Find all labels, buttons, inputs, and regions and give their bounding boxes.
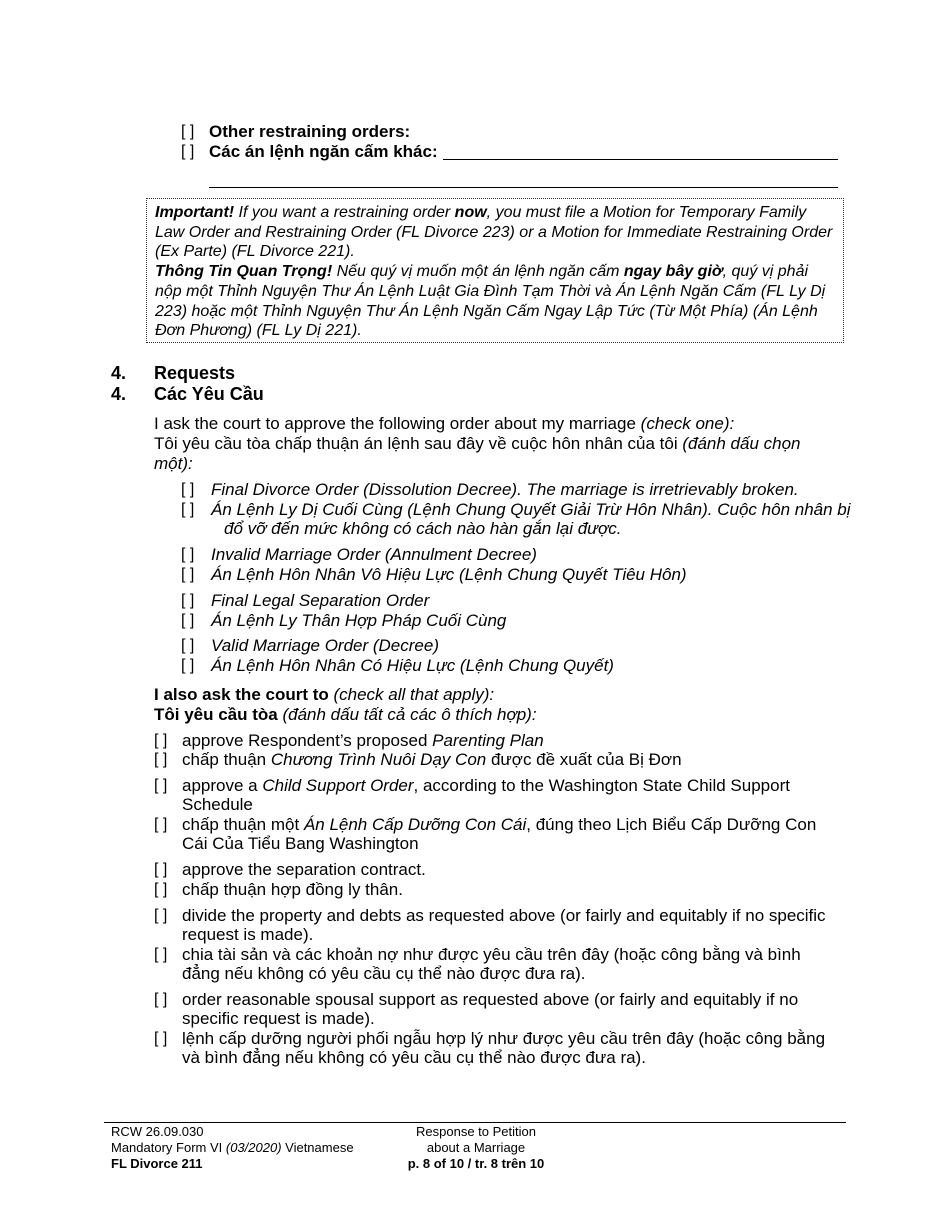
request-parenting-vi-text-b: được đề xuất của Bị Đơn bbox=[486, 750, 682, 769]
request-separation-contract-en-checkbox[interactable]: [ ] bbox=[154, 861, 168, 878]
order-invalid-vi: Án Lệnh Hôn Nhân Vô Hiệu Lực (Lệnh Chung Quyết Tiêu Hôn) bbox=[211, 565, 687, 584]
request-property-en-checkbox[interactable]: [ ] bbox=[154, 907, 168, 924]
footer-rcw: RCW 26.09.030 bbox=[111, 1124, 204, 1139]
also-ask-en-text: I also ask the court to bbox=[154, 685, 329, 704]
also-ask-en-note: (check all that apply): bbox=[328, 685, 495, 704]
request-child-support-en-checkbox[interactable]: [ ] bbox=[154, 777, 168, 794]
order-separation-vi: Án Lệnh Ly Thân Hợp Pháp Cuối Cùng bbox=[211, 611, 507, 630]
order-separation-vi-checkbox[interactable]: [ ] bbox=[181, 612, 195, 629]
request-separation-contract-vi: chấp thuận hợp đồng ly thân. bbox=[182, 880, 403, 899]
intro-en-text: I ask the court to approve the following order about my marriage bbox=[154, 414, 641, 433]
request-child-support-en-1 bbox=[182, 776, 790, 796]
request-child-support-en-text-a: approve a bbox=[182, 776, 263, 795]
request-parenting-en-text: approve Respondent’s proposed bbox=[182, 731, 433, 750]
request-spousal-support-en-1: order reasonable spousal support as requested above (or fairly and equitably if no bbox=[182, 990, 799, 1009]
section-title-vi: Các Yêu Cầu bbox=[154, 384, 264, 404]
request-child-support-en-2: Schedule bbox=[182, 795, 253, 814]
important-en-text-a: If you want a restraining order bbox=[234, 204, 455, 221]
request-parenting-en-checkbox[interactable]: [ ] bbox=[154, 732, 168, 749]
request-property-vi-1: chia tài sản và các khoản nợ như được yêu cầu trên đây (hoặc công bằng và bình bbox=[182, 945, 801, 964]
footer-title-2: about a Marriage bbox=[426, 1140, 526, 1155]
important-vi-lead: Thông Tin Quan Trọng! bbox=[155, 263, 333, 281]
request-spousal-support-vi-2: và bình đẳng nếu không có yêu cầu cụ thể nào được đưa ra). bbox=[182, 1048, 646, 1067]
request-child-support-en-order: Child Support Order bbox=[262, 776, 414, 795]
important-vi-text-a: Nếu quý vị muốn một án lệnh ngăn cấm bbox=[332, 263, 624, 281]
request-child-support-vi-2: Cái Của Tiểu Bang Washington bbox=[182, 834, 419, 853]
footer-form-id: FL Divorce 211 bbox=[111, 1156, 203, 1171]
request-child-support-en-text-b: , according to the Washington State Child Support bbox=[413, 776, 790, 795]
section-number-en: 4. bbox=[111, 363, 127, 383]
order-divorce-vi-1: Án Lệnh Ly Dị Cuối Cùng (Lệnh Chung Quyết Giải Trừ Hôn Nhân). Cuộc hôn nhân bị bbox=[211, 500, 851, 519]
request-spousal-support-vi-1: lệnh cấp dưỡng người phối ngẫu hợp lý như được yêu cầu trên đây (hoặc công bằng bbox=[182, 1029, 826, 1048]
order-divorce-en: Final Divorce Order (Dissolution Decree). The marriage is irretrievably broken. bbox=[211, 480, 799, 499]
section-number-vi: 4. bbox=[111, 384, 127, 404]
request-child-support-vi-checkbox[interactable]: [ ] bbox=[154, 816, 168, 833]
intro-vi-line-1 bbox=[154, 434, 800, 454]
also-ask-en bbox=[154, 685, 494, 705]
request-property-vi-checkbox[interactable]: [ ] bbox=[154, 946, 168, 963]
request-property-en-1: divide the property and debts as requested above (or fairly and equitably if no specific bbox=[182, 906, 826, 925]
important-vi bbox=[155, 262, 835, 341]
order-valid-en-checkbox[interactable]: [ ] bbox=[181, 637, 195, 654]
request-parenting-en bbox=[182, 731, 544, 751]
important-en-now: now bbox=[454, 204, 487, 221]
request-child-support-vi-text-b: , đúng theo Lịch Biểu Cấp Dưỡng Con bbox=[526, 815, 817, 834]
section-title-en: Requests bbox=[154, 363, 236, 383]
other-orders-en-checkbox[interactable]: [ ] bbox=[181, 123, 195, 140]
order-valid-en: Valid Marriage Order (Decree) bbox=[211, 636, 439, 655]
important-notice-box bbox=[146, 198, 844, 343]
intro-vi-text: Tôi yêu cầu tòa chấp thuận án lệnh sau đây về cuộc hôn nhân của tôi bbox=[154, 434, 683, 453]
also-ask-vi-note: (đánh dấu tất cả các ô thích hợp): bbox=[277, 705, 537, 724]
footer-form-date: (03/2020) bbox=[225, 1140, 282, 1155]
request-property-vi-2: đẳng nếu không có yêu cầu cụ thể nào được đưa ra). bbox=[182, 964, 586, 983]
footer-page-number: p. 8 of 10 / tr. 8 trên 10 bbox=[407, 1156, 545, 1171]
order-divorce-vi-2: đổ vỡ đến mức không có cách nào hàn gắn lại được. bbox=[224, 519, 622, 538]
important-en-lead: Important! bbox=[155, 204, 235, 221]
request-parenting-vi-checkbox[interactable]: [ ] bbox=[154, 751, 168, 768]
footer-form-text: Mandatory Form VI bbox=[111, 1140, 226, 1155]
footer-title-1: Response to Petition bbox=[416, 1124, 536, 1139]
request-child-support-vi-1 bbox=[182, 815, 816, 835]
request-parenting-vi-plan: Chương Trình Nuôi Dạy Con bbox=[270, 750, 487, 769]
also-ask-vi-text: Tôi yêu cầu tòa bbox=[154, 705, 278, 724]
intro-vi-line-2: một): bbox=[154, 454, 193, 473]
order-valid-vi: Án Lệnh Hôn Nhân Có Hiệu Lực (Lệnh Chung Quyết) bbox=[211, 656, 614, 675]
order-separation-en-checkbox[interactable]: [ ] bbox=[181, 592, 195, 609]
order-separation-en: Final Legal Separation Order bbox=[211, 591, 430, 610]
important-en-text-b: , you must file a Motion for Temporary Family Law Order and Restraining Order (FL Divorce 223) or a Motion for Immediate Restraining Order (Ex Parte) (FL Divorce 221). bbox=[155, 204, 833, 261]
other-orders-en-label: Other restraining orders: bbox=[209, 122, 411, 141]
footer-form-language: Vietnamese bbox=[281, 1140, 354, 1155]
important-en bbox=[155, 203, 835, 262]
other-orders-vi-label: Các án lệnh ngăn cấm khác: bbox=[209, 142, 438, 161]
request-child-support-vi-text-a: chấp thuận một bbox=[182, 815, 304, 834]
request-property-en-2: request is made). bbox=[182, 925, 314, 944]
important-vi-text-b: , quý vị phải nộp một Thỉnh Nguyện Thư Án Lệnh Luật Gia Đình Tạm Thời và Án Lệnh Ngăn Cấm (FL Ly Dị 223) hoặc một Thỉnh Nguyện Thư Án Lệnh Ngăn Cấm Ngay Lập Tức (Từ Một Phía) (Án Lệnh Đơn Phương) (FL Ly Dị 221). bbox=[155, 263, 826, 340]
important-vi-now: ngay bây giờ bbox=[623, 263, 723, 281]
request-spousal-support-en-2: specific request is made). bbox=[182, 1009, 375, 1028]
order-invalid-en: Invalid Marriage Order (Annulment Decree) bbox=[211, 545, 537, 564]
footer-divider bbox=[104, 1122, 846, 1123]
also-ask-vi bbox=[154, 705, 537, 725]
request-parenting-vi-text-a: chấp thuận bbox=[182, 750, 271, 769]
order-divorce-en-checkbox[interactable]: [ ] bbox=[181, 481, 195, 498]
request-parenting-vi bbox=[182, 750, 682, 770]
intro-vi-note-1: (đánh dấu chọn bbox=[682, 434, 801, 453]
order-invalid-en-checkbox[interactable]: [ ] bbox=[181, 546, 195, 563]
request-separation-contract-en: approve the separation contract. bbox=[182, 860, 426, 879]
footer-form bbox=[111, 1140, 354, 1156]
request-spousal-support-en-checkbox[interactable]: [ ] bbox=[154, 991, 168, 1008]
request-child-support-vi-order: Án Lệnh Cấp Dưỡng Con Cái bbox=[303, 815, 527, 834]
order-valid-vi-checkbox[interactable]: [ ] bbox=[181, 657, 195, 674]
order-divorce-vi-checkbox[interactable]: [ ] bbox=[181, 501, 195, 518]
other-orders-fill-line-1[interactable] bbox=[443, 159, 838, 160]
other-orders-fill-line-2[interactable] bbox=[209, 187, 838, 188]
intro-en-note: (check one): bbox=[640, 414, 735, 433]
request-spousal-support-vi-checkbox[interactable]: [ ] bbox=[154, 1030, 168, 1047]
request-separation-contract-vi-checkbox[interactable]: [ ] bbox=[154, 881, 168, 898]
other-orders-vi-checkbox[interactable]: [ ] bbox=[181, 143, 195, 160]
request-parenting-en-plan: Parenting Plan bbox=[432, 731, 544, 750]
order-invalid-vi-checkbox[interactable]: [ ] bbox=[181, 566, 195, 583]
intro-en bbox=[154, 414, 734, 434]
